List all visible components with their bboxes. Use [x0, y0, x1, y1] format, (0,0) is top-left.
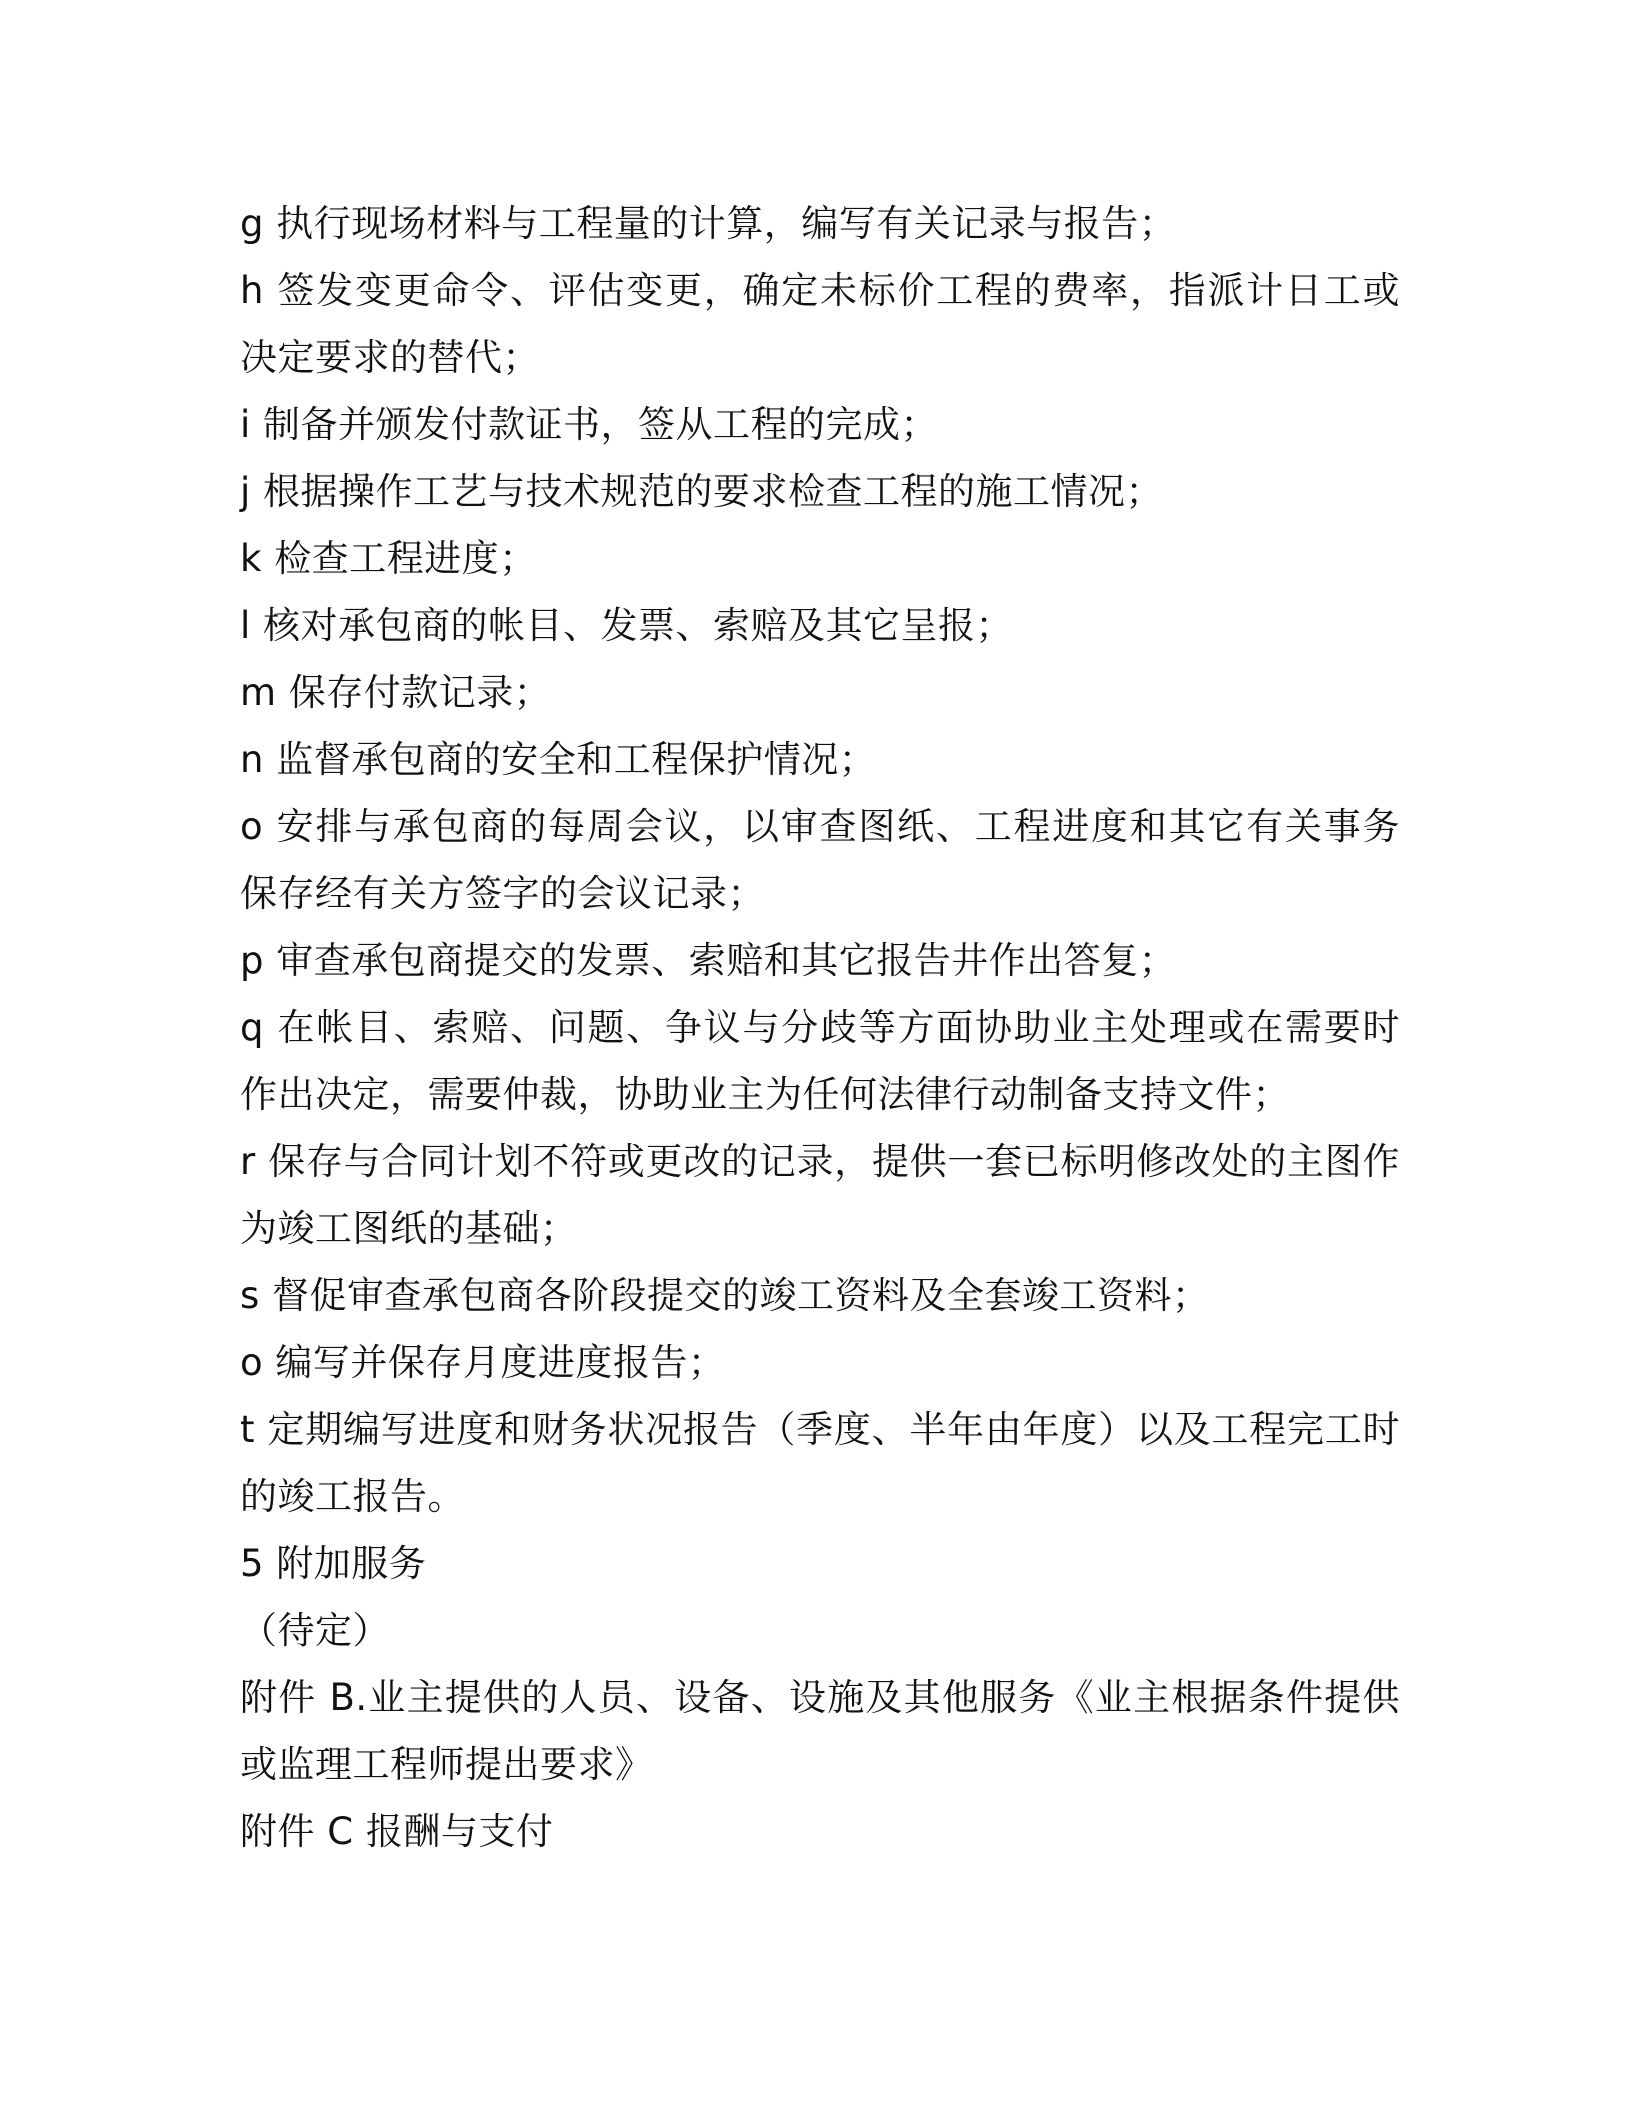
paragraph-o-monthly: o 编写并保存月度进度报告；	[240, 1341, 726, 1384]
paragraph-g: g 执行现场材料与工程量的计算，编写有关记录与报告；	[240, 202, 1177, 245]
paragraph-i: i 制备并颁发付款证书，签从工程的完成；	[240, 403, 939, 446]
paragraph-t: t 定期编写进度和财务状况报告（季度、半年由年度）以及工程完工时的竣工报告。	[240, 1408, 1400, 1518]
appendix-b-heading: 附件 B.业主提供的人员、设备、设施及其他服务《业主根据条件提供或监理工程师提出要求》	[240, 1676, 1400, 1786]
paragraph-p: p 审查承包商提交的发票、索赔和其它报告井作出答复；	[240, 939, 1177, 982]
paragraph-m: m 保存付款记录；	[240, 671, 552, 714]
document-page	[240, 190, 1400, 1865]
paragraph-r: r 保存与合同计划不符或更改的记录，提供一套已标明修改处的主图作为竣工图纸的基础；	[240, 1140, 1400, 1250]
paragraph-o-meetings: o 安排与承包商的每周会议，以审查图纸、工程进度和其它有关事务保存经有关方签字的会议记录；	[240, 805, 1400, 915]
paragraph-q: q 在帐目、索赔、问题、争议与分歧等方面协助业主处理或在需要时作出决定，需要仲裁，协助业主为任何法律行动制备支持文件；	[240, 1006, 1400, 1116]
paragraph-s: s 督促审查承包商各阶段提交的竣工资料及全套竣工资料；	[240, 1274, 1210, 1317]
paragraph-k: k 检查工程进度；	[240, 537, 537, 580]
section-heading-additional-services: 5 附加服务	[240, 1542, 427, 1585]
appendix-c-heading: 附件 C 报酬与支付	[240, 1810, 554, 1853]
paragraph-n: n 监督承包商的安全和工程保护情况；	[240, 738, 877, 781]
paragraph-l: l 核对承包商的帐目、发票、索赔及其它呈报；	[240, 604, 1014, 647]
paragraph-j: j 根据操作工艺与技术规范的要求检查工程的施工情况；	[240, 470, 1164, 513]
paragraph-h: h 签发变更命令、评估变更，确定未标价工程的费率，指派计日工或决定要求的替代；	[240, 269, 1400, 379]
paragraph-tbd: （待定）	[240, 1609, 390, 1652]
